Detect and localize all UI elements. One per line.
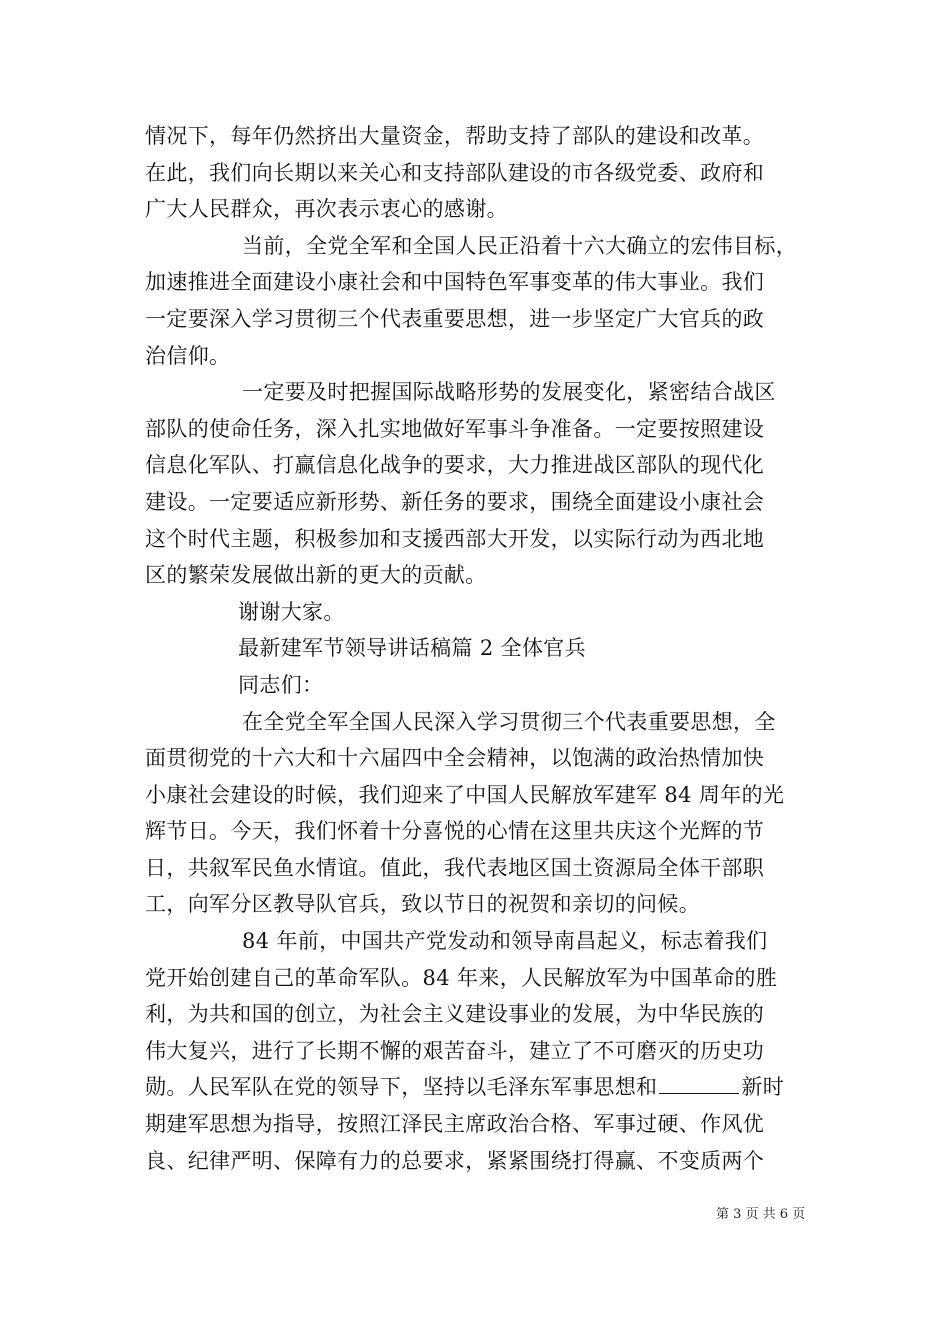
text-line: 广大人民群众，再次表示衷心的感谢。 <box>145 197 508 222</box>
section-title: 最新建军节领导讲话稿篇 2 全体官兵 <box>238 636 587 661</box>
text-segment: 新时 <box>741 1075 785 1100</box>
page-number-footer: 第 3 页 共 6 页 <box>716 1207 806 1222</box>
text-line: 治信仰。 <box>145 343 231 368</box>
text-line: 利，为共和国的创立，为社会主义建设事业的发展，为中华民族的 <box>145 1002 765 1027</box>
text-line: 日，共叙军民鱼水情谊。值此，我代表地区国土资源局全体干部职 <box>145 855 765 880</box>
paragraph-start-line: 一定要及时把握国际战略形势的发展变化，紧密结合战区 <box>242 380 776 405</box>
document-body <box>145 118 810 1179</box>
paragraph-start-line: 在全党全军全国人民深入学习贯彻三个代表重要思想，全 <box>242 709 776 734</box>
text-line: 加速推进全面建设小康社会和中国特色军事变革的伟大事业。我们 <box>145 270 765 295</box>
text-line: 情况下，每年仍然挤出大量资金，帮助支持了部队的建设和改革。 <box>145 124 765 148</box>
text-line: 面贯彻党的十六大和十六届四中全会精神，以饱满的政治热情加快 <box>145 746 765 771</box>
text-line: 良、纪律严明、保障有力的总要求，紧紧围绕打得赢、不变质两个 <box>145 1148 765 1173</box>
text-line: 区的繁荣发展做出新的更大的贡献。 <box>145 563 487 588</box>
text-line-with-blank <box>145 1069 810 1106</box>
blank-underline <box>659 1073 739 1094</box>
text-line: 部队的使命任务，深入扎实地做好军事斗争准备。一定要按照建设 <box>145 416 765 441</box>
text-line: 党开始创建自己的革命军队。84 年来，人民解放军为中国革命的胜 <box>145 965 778 990</box>
text-line: 工，向军分区教导队官兵，致以节日的祝贺和亲切的问候。 <box>145 892 701 917</box>
text-segment: 勋。人民军队在党的领导下，坚持以毛泽东军事思想和 <box>145 1075 658 1100</box>
text-line: 信息化军队、打赢信息化战争的要求，大力推进战区部队的现代化 <box>145 453 765 478</box>
text-line: 在此，我们向长期以来关心和支持部队建设的市各级党委、政府和 <box>145 160 765 185</box>
closing-line: 谢谢大家。 <box>238 599 345 624</box>
paragraph-start-line: 84 年前，中国共产党发动和领导南昌起义，标志着我们 <box>242 929 768 954</box>
text-line: 辉节日。今天，我们怀着十分喜悦的心情在这里共庆这个光辉的节 <box>145 819 765 844</box>
salutation-line: 同志们： <box>238 672 324 697</box>
text-line: 期建军思想为指导，按照江泽民主席政治合格、军事过硬、作风优 <box>145 1112 765 1137</box>
paragraph-start-line: 当前，全党全军和全国人民正沿着十六大确立的宏伟目标， <box>242 233 798 258</box>
text-line: 伟大复兴，进行了长期不懈的艰苦奋斗，建立了不可磨灭的历史功 <box>145 1038 765 1063</box>
text-line: 一定要深入学习贯彻三个代表重要思想，进一步坚定广大官兵的政 <box>145 306 765 331</box>
text-line: 这个时代主题，积极参加和支援西部大开发，以实际行动为西北地 <box>145 526 765 551</box>
text-line: 建设。一定要适应新形势、新任务的要求，围绕全面建设小康社会 <box>145 489 765 514</box>
text-line: 小康社会建设的时候，我们迎来了中国人民解放军建军 84 周年的光 <box>145 782 785 807</box>
